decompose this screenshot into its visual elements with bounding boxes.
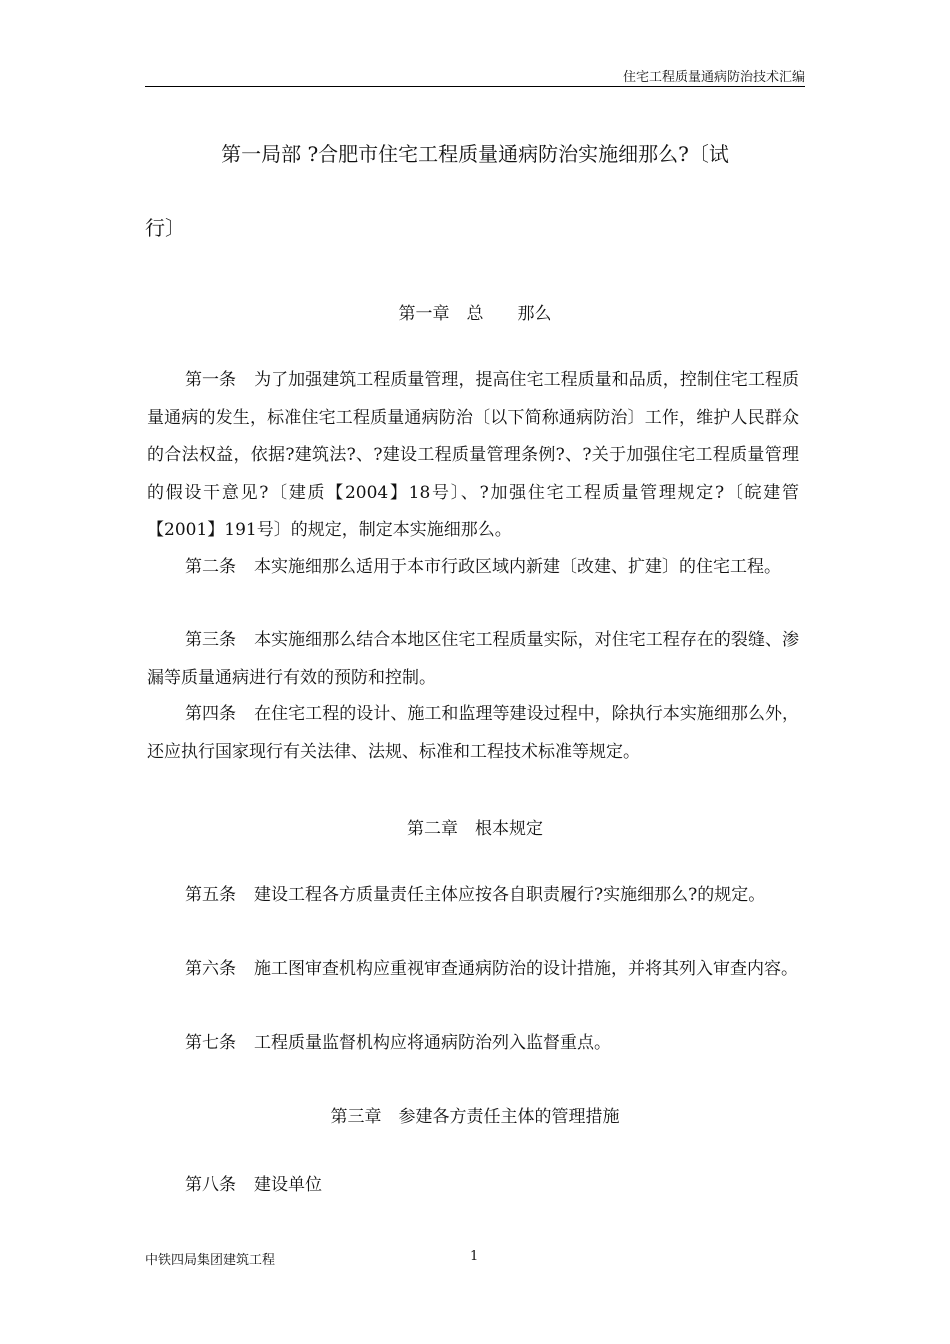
footer-company: 中铁四局集团建筑工程 [145, 1253, 276, 1268]
article-text: 施工图审查机构应重视审查通病防治的设计措施，并将其列入审查内容。 [254, 959, 798, 979]
article-text: 为了加强建筑工程质量管理，提高住宅工程质量和品质，控制住宅工程质量通病的发生，标准住宅工程质量通病防治〔以下简称通病防治〕工作，维护人民群众的合法权益，依据?建筑法?、?建设工程质量管理条例?、?关于加强住宅工程质量管理的假设干意见?〔建质【2004】18号〕、?加强住宅工程质量管理规定?〔皖建管【2001】191号〕的规定，制定本实施细那么。 [147, 370, 800, 540]
page-number: 1 [470, 1249, 479, 1264]
article-number: 第六条 [185, 959, 236, 979]
article-text: 本实施细那么适用于本市行政区域内新建〔改建、扩建〕的住宅工程。 [254, 557, 781, 577]
article-3 [147, 622, 799, 697]
article-number: 第八条 [185, 1175, 236, 1195]
article-text: 建设单位 [254, 1175, 322, 1195]
chapter-1-heading: 第一章 总 那么 [398, 304, 552, 324]
article-text: 本实施细那么结合本地区住宅工程质量实际，对住宅工程存在的裂缝、渗漏等质量通病进行有效的预防和控制。 [147, 630, 800, 688]
chapter-3-heading: 第三章 参建各方责任主体的管理措施 [330, 1107, 620, 1127]
article-number: 第五条 [185, 885, 236, 905]
header-rule [145, 86, 805, 87]
article-5 [147, 877, 799, 915]
document-title-line-1: 第一局部 ?合肥市住宅工程质量通病防治实施细那么?〔试 [221, 142, 729, 166]
article-number: 第七条 [185, 1033, 236, 1053]
article-number: 第三条 [185, 630, 237, 650]
article-2 [147, 549, 799, 587]
article-6 [147, 951, 799, 989]
chapter-2-heading: 第二章 根本规定 [407, 819, 543, 839]
article-7 [147, 1025, 799, 1063]
page-header-text: 住宅工程质量通病防治技术汇编 [622, 70, 805, 85]
article-number: 第四条 [185, 704, 237, 724]
article-text: 在住宅工程的设计、施工和监理等建设过程中，除执行本实施细那么外，还应执行国家现行有关法律、法规、标准和工程技术标准等规定。 [147, 704, 800, 762]
article-number: 第一条 [185, 370, 237, 390]
article-1 [147, 362, 799, 550]
article-4 [147, 696, 799, 771]
article-number: 第二条 [185, 557, 236, 577]
article-8 [147, 1167, 799, 1205]
article-text: 工程质量监督机构应将通病防治列入监督重点。 [254, 1033, 611, 1053]
article-text: 建设工程各方质量责任主体应按各自职责履行?实施细那么?的规定。 [254, 885, 766, 905]
document-title-line-2: 行〕 [145, 216, 185, 240]
